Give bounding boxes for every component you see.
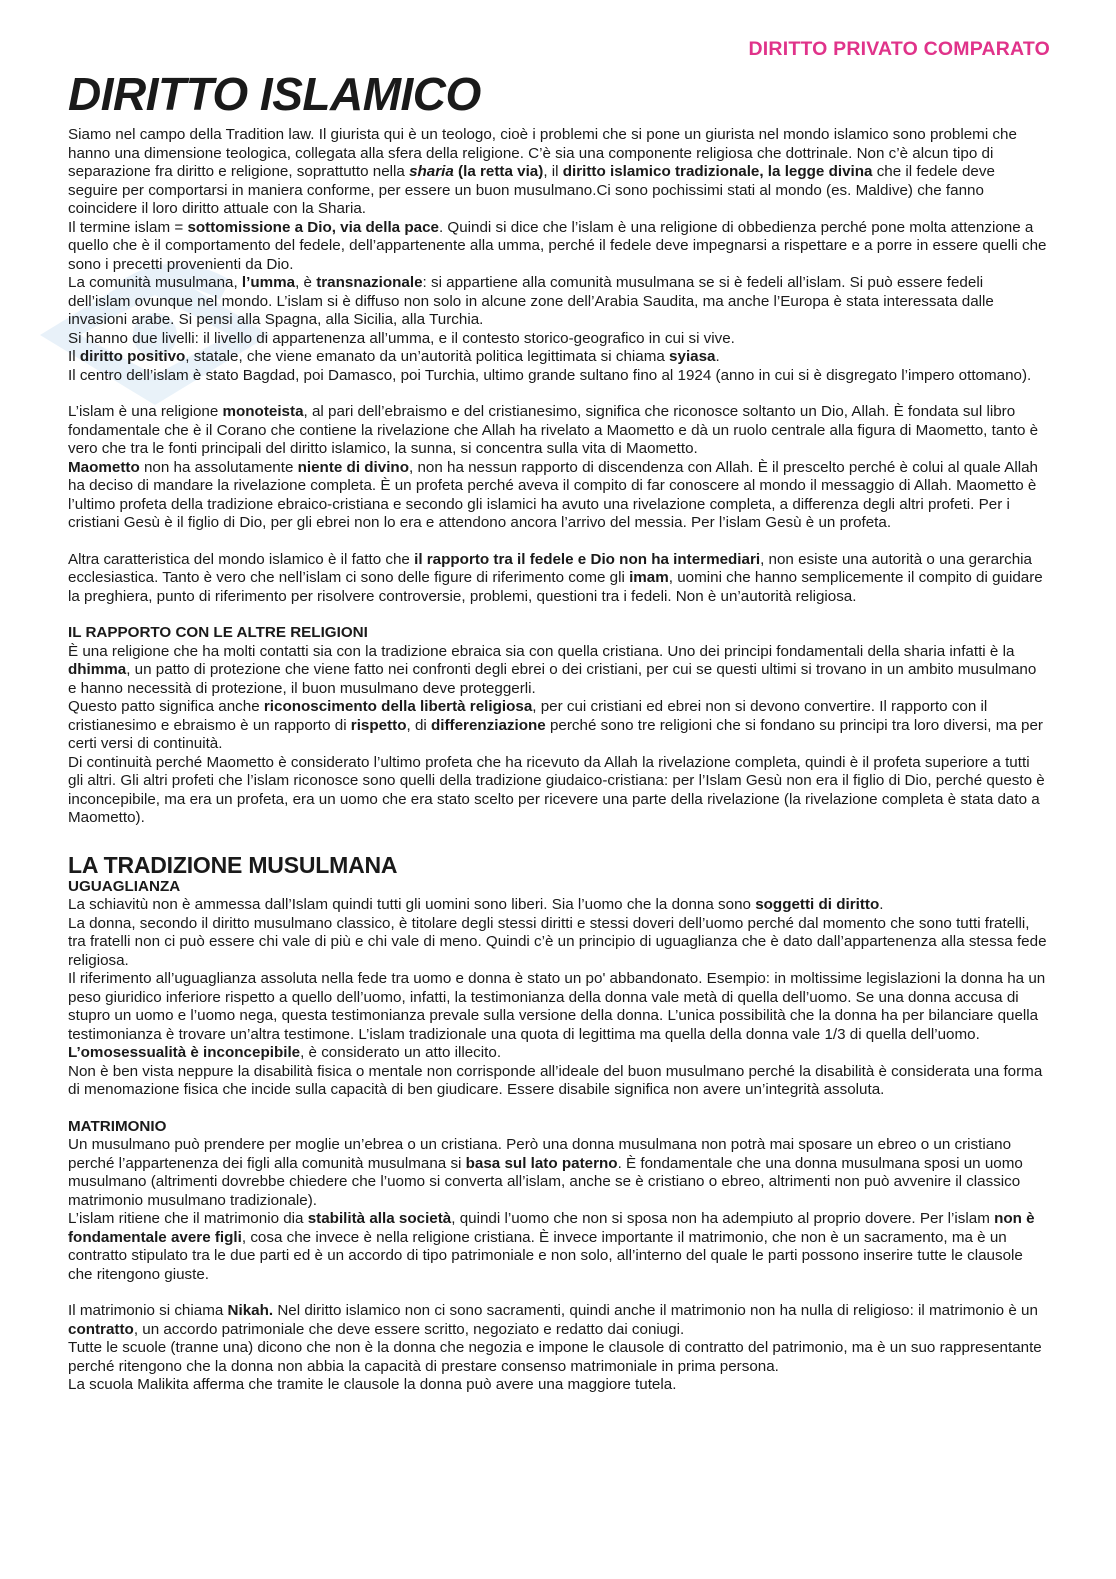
text-run: perché sono tre religioni che si fondano su principi tra loro diversi, ma per certi versi di continuità.	[68, 716, 1043, 752]
emphasis-text: sharia	[409, 163, 454, 180]
text-run: Un musulmano può prendere per moglie un’ebrea o un cristiana. Però una donna musulmana non potrà mai sposare un ebreo o un cristiano perché l’appartenenza dei figli alla comunità musulmana si	[68, 1136, 1012, 1172]
emphasis-text: contratto	[68, 1320, 134, 1338]
emphasis-text: transnazionale	[316, 274, 423, 291]
document-body	[68, 68, 1048, 1395]
paragraph	[68, 219, 1048, 275]
text-run: . Quindi si dice che l’islam è una religione di obbedienza perché pone molta attenzione a quello che è il comportamento del fedele, dell’appartenente alla umma, perché il fedele deve impegnarsi a rispettare e a porre in essere quelli che sono i precetti provenienti da Dio.	[68, 218, 1047, 273]
text-run: che il fedele deve seguire per comportarsi in maniera conforme, per essere un buon musulmano.Ci sono pochissimi stati al mondo (es. Maldive) che fanno coincidere il loro diritto attuale con la Sharia.	[68, 163, 995, 217]
text-run: , cosa che invece è nella religione cristiana. È invece importante il matrimonio, che non è un sacramento, ma è un contratto stipulato tra le due parti ed è un accordo di tipo patrimoniale e non solo, all’interno del quale le parti possono inserire tutte le clausole che ritengono giuste.	[68, 1228, 1023, 1283]
marriage-section	[68, 1136, 1048, 1284]
intro-section	[68, 126, 1048, 385]
text-run: L’islam ritiene che il matrimonio dia	[68, 1210, 308, 1227]
emphasis-text: imam	[629, 569, 669, 586]
text-run: non ha assolutamente	[139, 458, 298, 476]
paragraph	[68, 1136, 1048, 1210]
text-run: Di continuità perché Maometto è considerato l’ultimo profeta che ha ricevuto da Allah la rivelazione completa, quindi è il profeta superiore a tutti gli altri. Gli altri profeti che l’islam riconosce sono quelli della tradizione giudaico-cristiana: per l’Islam Gesù non era il figlio di Dio, perché questo è inconcepibile, ma era un profeta, era un uomo che era stato scelto per ricevere una parte della rivelazione (la rivelazione completa è stata dato a Maometto).	[68, 753, 1045, 826]
text-run: . È fondamentale che una donna musulmana sposi un uomo musulmano (altrimenti dovrebbe chiedere che l’uomo si converta all’islam, anche se è cristiano o ebreo, altrimenti non può avvenire il classico matrimonio musulmano tradizionale).	[68, 1154, 1023, 1209]
emphasis-text: L’omosessualità è inconcepibile	[68, 1044, 301, 1061]
text-run: Il	[68, 348, 80, 365]
text-run: .	[715, 348, 720, 365]
text-run: Questo patto significa anche	[68, 698, 264, 715]
emphasis-text: Nikah.	[227, 1302, 274, 1319]
heading-tradition: LA TRADIZIONE MUSULMANA	[68, 851, 398, 878]
text-run: Il matrimonio si chiama	[68, 1302, 228, 1319]
paragraph	[68, 698, 1048, 754]
paragraph	[68, 1063, 1048, 1100]
equality-section	[68, 896, 1048, 1100]
text-run: La scuola Malikita afferma che tramite le clausole la donna può avere una maggiore tutela.	[68, 1376, 677, 1393]
text-run: La donna, secondo il diritto musulmano classico, è titolare degli stessi diritti e stessi doveri dell’uomo perché dal momento che sono tutti fratelli, tra fratelli non ci può essere chi vale di più e chi vale di meno. Quindi c’è un principio di uguaglianza che è dato dall’appartenenza alla stessa fede religiosa.	[68, 914, 1047, 969]
paragraph	[68, 551, 1048, 607]
emphasis-text: stabilità alla società	[307, 1210, 452, 1227]
text-run: Il centro dell’islam è stato Bagdad, poi Damasco, poi Turchia, ultimo grande sultano fino al 1924 (anno in cui si è disgregato l’impero ottomano).	[68, 366, 1032, 384]
text-run: : si appartiene alla comunità musulmana se si è fedeli all’islam. Si può essere fedeli dell’islam ovunque nel mondo. L’islam si è diffuso non solo in alcune zone dell’Arabia Saudita, ma anche l’Europa è stata interessata dalle invasioni arabe. Si pensi alla Spagna, alla Sicilia, alla Turchia.	[68, 274, 994, 328]
paragraph	[68, 1302, 1048, 1339]
emphasis-text: niente di divino	[297, 458, 409, 476]
text-run: , un accordo patrimoniale che deve essere scritto, negoziato e redatto dai coniugi.	[133, 1320, 685, 1338]
emphasis-text: differenziazione	[430, 716, 546, 734]
heading-marriage: MATRIMONIO	[68, 1117, 167, 1135]
text-run: , quindi l’uomo che non si sposa non ha adempiuto al proprio dovere. Per l’islam	[451, 1210, 995, 1227]
emphasis-text: riconoscimento della libertà religiosa	[263, 698, 533, 715]
text-run: È una religione che ha molti contatti sia con la tradizione ebraica sia con quella cristiana. Uno dei principi fondamentali della sharia infatti è la	[68, 642, 1015, 660]
course-header: DIRITTO PRIVATO COMPARATO	[748, 38, 1050, 60]
text-run: , di	[406, 716, 431, 734]
emphasis-text: Maometto	[68, 458, 140, 476]
emphasis-text: sottomissione a Dio, via della pace	[187, 218, 439, 236]
text-run: , il	[543, 163, 563, 180]
paragraph	[68, 330, 1048, 349]
emphasis-text: dhimma	[68, 661, 127, 678]
page-title: DIRITTO ISLAMICO	[68, 68, 481, 120]
heading-equality: UGUAGLIANZA	[68, 877, 181, 895]
emphasis-text: syiasa	[669, 348, 716, 365]
paragraph	[68, 459, 1048, 533]
text-run: Altra caratteristica del mondo islamico è il fatto che	[68, 550, 415, 568]
text-run: , per cui cristiani ed ebrei non si devono convertire. Il rapporto con il cristianesimo e ebraismo è un rapporto di	[68, 698, 988, 734]
emphasis-text: soggetti di diritto	[755, 896, 880, 913]
text-run: , è	[295, 274, 317, 291]
text-run: , non ha nessun rapporto di discendenza con Allah. È il prescelto perché è colui al quale Allah ha deciso di mandare la rivelazione completa. È un profeta perché aveva il compito di far conoscere al mondo il messaggio di Allah. Maometto è l’ultimo profeta della tradizione ebraico-cristiana e secondo gli islamici ha avuto una rivelazione completa, a differenza degli altri profeti. Per i cristiani Gesù è il figlio di Dio, per gli ebrei non lo era e attendono ancora l’arrivo del messia. Per l’islam Gesù è un profeta.	[68, 458, 1039, 531]
heading-other-religions: IL RAPPORTO CON LE ALTRE RELIGIONI	[68, 624, 368, 641]
text-run: , al pari dell’ebraismo e del cristianesimo, significa che riconosce soltanto un Dio, Allah. È fondata sul libro fondamentale che è il Corano che contiene la rivelazione che Allah ha rivelato a Maometto e dà un ruolo centrale alla figura di Maometto, tanto è vero che tra le fonti principali del diritto islamico, la sunna, si concentra sulla vita di Maometto.	[68, 403, 1039, 457]
monotheism-section	[68, 403, 1048, 533]
text-run: Tutte le scuole (tranne una) dicono che non è la donna che negozia e impone le clausole di contratto del patrimonio, ma è un suo rappresentante perché ritengono che la donna non abbia la capacità di prestare consenso matrimoniale in prima persona.	[68, 1339, 1042, 1375]
text-run: Siamo nel campo della Tradition law. Il giurista qui è un teologo, cioè i problemi che si pone un giurista nel mondo islamico sono problemi che hanno una dimensione teologica, collegata alla sfera della religione. C’è sia una componente religiosa che dottrinale. Non c’è alcun tipo di separazione fra diritto e religione, soprattutto nella	[68, 126, 1017, 180]
text-run: .	[879, 896, 884, 913]
emphasis-text: (la retta via)	[453, 163, 544, 180]
emphasis-text: rispetto	[350, 716, 407, 734]
emphasis-text: basa sul lato paterno	[465, 1154, 618, 1172]
emphasis-text: diritto islamico tradizionale, la legge divina	[562, 163, 873, 180]
nikah-section	[68, 1302, 1048, 1395]
text-run: Il termine islam =	[68, 218, 188, 236]
paragraph	[68, 1376, 1048, 1395]
text-run: La schiavitù non è ammessa dall’Islam quindi tutti gli uomini sono liberi. Sia l’uomo che la donna sono	[68, 896, 756, 913]
text-run: Si hanno due livelli: il livello di appartenenza all’umma, e il contesto storico-geografico in cui si vive.	[68, 329, 735, 347]
intermediaries-section	[68, 551, 1048, 607]
text-run: La comunità musulmana,	[68, 274, 242, 291]
paragraph	[68, 1044, 1048, 1063]
text-run: , non esiste una autorità o una gerarchia ecclesiastica. Tanto è vero che nell’islam ci sono delle figure di riferimento come gli	[68, 550, 1032, 586]
paragraph	[68, 403, 1048, 459]
paragraph	[68, 126, 1048, 219]
paragraph	[68, 1210, 1048, 1284]
other-religions-section	[68, 643, 1048, 828]
paragraph	[68, 348, 1048, 367]
text-run: , un patto di protezione che viene fatto nei confronti degli ebrei o dei cristiani, per cui se questi ultimi si trovano in un ambito musulmano e hanno necessità di protezione, il buon musulmano deve proteggerli.	[68, 661, 1037, 697]
text-run: Nel diritto islamico non ci sono sacramenti, quindi anche il matrimonio non ha nulla di religioso: il matrimonio è un	[273, 1302, 1038, 1319]
emphasis-text: monoteista	[222, 403, 304, 420]
paragraph	[68, 1339, 1048, 1376]
emphasis-text: non è fondamentale avere figli	[68, 1210, 1035, 1246]
text-run: Il riferimento all’uguaglianza assoluta nella fede tra uomo e donna è stato un po' abbandonato. Esempio: in moltissime legislazioni la donna ha un peso giuridico inferiore rispetto a quello dell’uomo, infatti, la testimonianza della donna vale metà di quella dell’uomo. Se una donna accusa di stupro un uomo e l’uomo nega, questa testimonianza prevale sulla versione della donna. L’unica possibilità che la donna ha per bilanciare quella testimonianza è trovare un’altra testimone. L’islam tradizionale una quota di legittima ma quella della donna vale 1/3 di quella dell’uomo.	[68, 970, 1046, 1043]
emphasis-text: il rapporto tra il fedele e Dio non ha intermediari	[414, 550, 761, 568]
paragraph	[68, 970, 1048, 1044]
text-run: , è considerato un atto illecito.	[300, 1044, 502, 1061]
paragraph	[68, 367, 1048, 386]
text-run: L’islam è una religione	[68, 403, 223, 420]
text-run: Non è ben vista neppure la disabilità fisica o mentale non corrisponde all’ideale del buon musulmano perché la disabilità è considerata una forma di menomazione fisica che incide sulla capacità di ben giudicare. Essere disabile significa non avere un’integrità assoluta.	[68, 1062, 1043, 1098]
paragraph	[68, 896, 1048, 915]
emphasis-text: l’umma	[241, 274, 296, 291]
paragraph	[68, 274, 1048, 330]
text-run: , statale, che viene emanato da un’autorità politica legittimata si chiama	[185, 348, 670, 365]
paragraph	[68, 754, 1048, 828]
paragraph	[68, 643, 1048, 699]
paragraph	[68, 915, 1048, 971]
emphasis-text: diritto positivo	[79, 348, 186, 365]
text-run: , uomini che hanno semplicemente il compito di guidare la preghiera, punto di riferimento per risolvere controversie, problemi, questioni tra i fedeli. Non è un’autorità religiosa.	[68, 569, 1043, 605]
